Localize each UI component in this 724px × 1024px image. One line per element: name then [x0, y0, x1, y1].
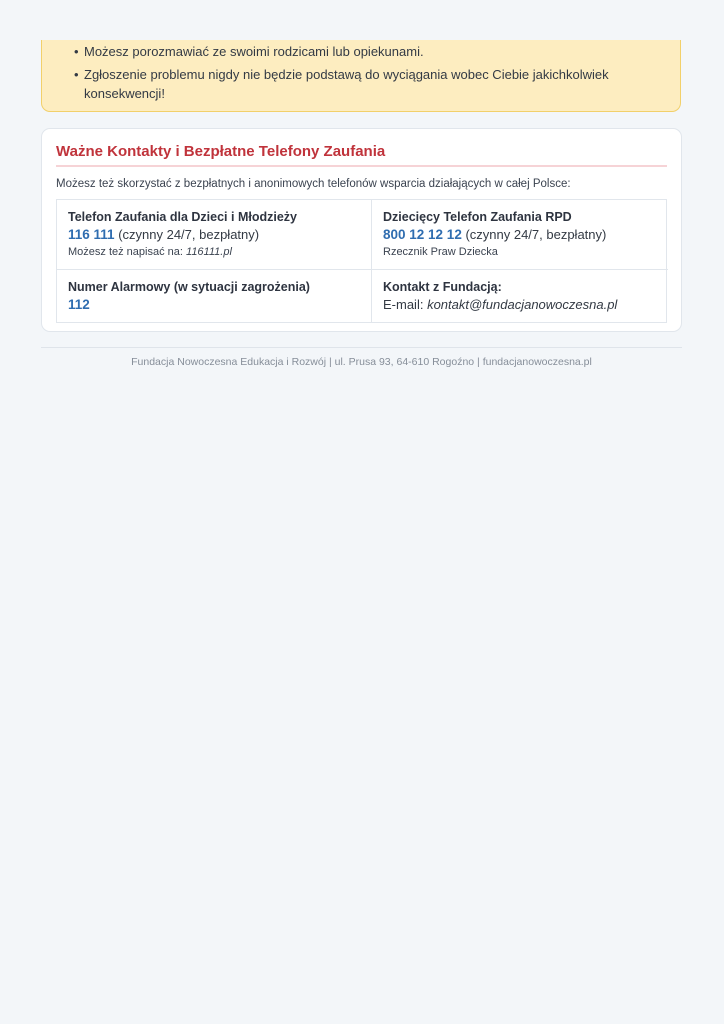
contact-emergency	[57, 270, 372, 322]
phone-number[interactable]: 112	[68, 297, 90, 312]
contacts-title: Ważne Kontakty i Bezpłatne Telefony Zaufania	[56, 143, 667, 167]
phone-hours: (czynny 24/7, bezpłatny)	[114, 227, 260, 242]
notice-item: • Możesz porozmawiać ze swoimi rodzicami lub opiekunami.	[74, 42, 668, 61]
contact-title: Kontakt z Fundacją:	[383, 280, 502, 294]
contact-foundation	[372, 270, 668, 322]
notice-item: • Zgłoszenie problemu nigdy nie będzie podstawą do wyciągania wobec Ciebie jakichkolwiek konsekwencji!	[74, 65, 668, 103]
contacts-card	[41, 128, 682, 332]
contact-title: Dziecięcy Telefon Zaufania RPD	[383, 210, 572, 224]
contact-child-helpline	[57, 200, 372, 270]
website-link[interactable]: 116111.pl	[186, 246, 232, 258]
contact-title: Telefon Zaufania dla Dzieci i Młodzieży	[68, 210, 297, 224]
phone-hours: (czynny 24/7, bezpłatny)	[461, 227, 607, 242]
note-prefix: Możesz też napisać na:	[68, 246, 187, 258]
footer-text: Fundacja Nowoczesna Edukacja i Rozwój | ul. Prusa 93, 64-610 Rogoźno | fundacjanowoczesna.pl	[131, 356, 592, 368]
footer-divider	[41, 347, 682, 348]
contacts-intro: Możesz też skorzystać z bezpłatnych i anonimowych telefonów wsparcia działających w całej Polsce:	[56, 178, 571, 190]
phone-number[interactable]: 116 111	[68, 227, 115, 242]
email-link[interactable]: kontakt@fundacjanowoczesna.pl	[427, 297, 618, 312]
contact-phone-line	[68, 295, 360, 314]
contact-email-line	[383, 295, 657, 314]
contact-title: Numer Alarmowy (w sytuacji zagrożenia)	[68, 280, 310, 294]
contact-phone-line	[68, 225, 360, 244]
notice-list	[64, 42, 668, 103]
notice-box	[41, 40, 681, 112]
contact-note	[68, 244, 360, 260]
email-label: E-mail:	[383, 297, 428, 312]
contacts-grid	[56, 199, 667, 323]
contact-phone-line	[383, 225, 657, 244]
contact-rpd-helpline	[372, 200, 668, 270]
phone-number[interactable]: 800 12 12 12	[383, 227, 462, 242]
contact-note: Rzecznik Praw Dziecka	[383, 246, 498, 258]
